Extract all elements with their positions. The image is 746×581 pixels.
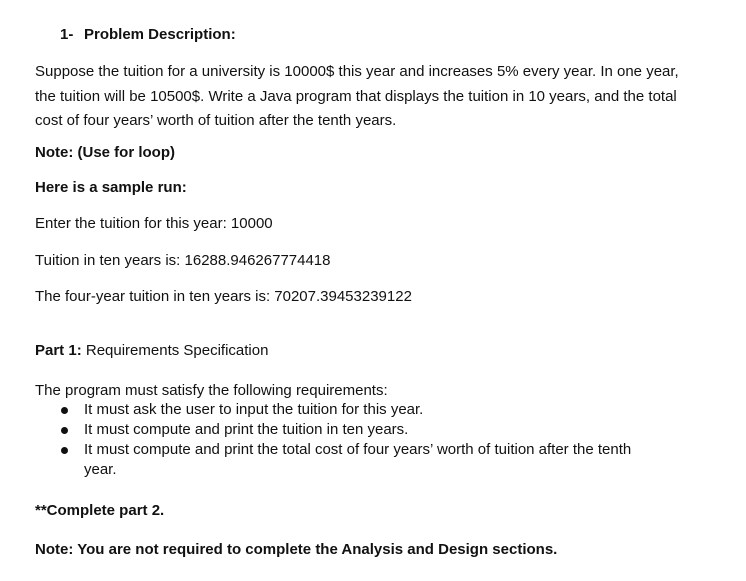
- section-title: Problem Description:: [84, 26, 236, 43]
- requirement-text: It must compute and print the total cost of four years’ worth of tuition after the tenth year.: [84, 441, 632, 478]
- problem-description: Suppose the tuition for a university is 10000$ this year and increases 5% every year. In one year, the tuition will be 10500$. Write a Java program that displays the tuition in 10 years, and the total cost of four years’ worth of tuition after the tenth years.: [35, 63, 679, 129]
- part1-heading: [35, 342, 268, 359]
- sample-line-input: Enter the tuition for this year: 10000: [35, 215, 273, 232]
- requirement-item: [0, 440, 664, 480]
- part1-label: Part 1:: [35, 342, 82, 359]
- requirement-item: [0, 400, 664, 420]
- bullet-icon: [61, 447, 68, 454]
- requirement-text: It must compute and print the tuition in ten years.: [84, 421, 409, 438]
- section-heading: [60, 26, 236, 43]
- section-number: 1-: [60, 26, 74, 43]
- sample-line-tuition: Tuition in ten years is: 16288.946267774418: [35, 252, 331, 269]
- analysis-design-note: Note: You are not required to complete the Analysis and Design sections.: [35, 541, 558, 558]
- requirement-item: [0, 420, 664, 440]
- bullet-icon: [61, 427, 68, 434]
- sample-line-total: The four-year tuition in ten years is: 70207.39453239122: [35, 288, 412, 305]
- requirement-text: It must ask the user to input the tuition for this year.: [84, 401, 424, 418]
- sample-run-heading: Here is a sample run:: [35, 179, 187, 196]
- part1-title: Requirements Specification: [85, 342, 269, 359]
- complete-part2-note: **Complete part 2.: [35, 502, 165, 519]
- bullet-icon: [61, 407, 68, 414]
- requirements-list: [0, 400, 746, 480]
- loop-note: Note: (Use for loop): [35, 144, 175, 161]
- requirements-intro: The program must satisfy the following requirements:: [35, 382, 388, 399]
